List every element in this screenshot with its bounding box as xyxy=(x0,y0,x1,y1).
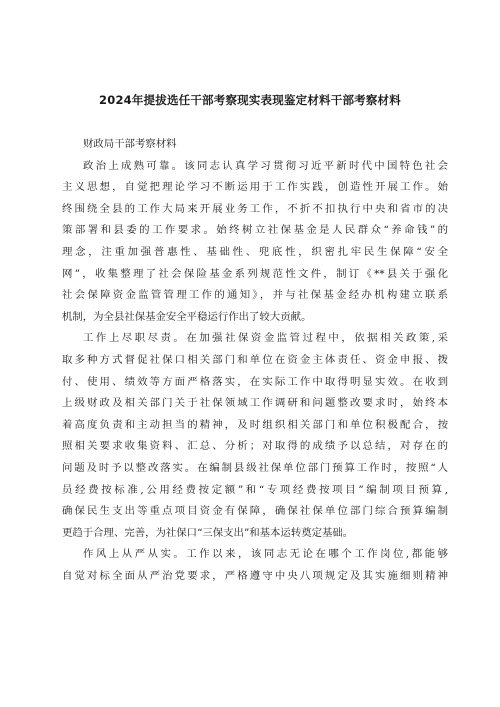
body-line: 上级财政及相关部门关于社保领域工作调研和问题整改要求时，始终本 xyxy=(62,397,448,410)
body-line: 策部署和县委的工作要求。始终树立社保基金是人民群众“养命钱”的 xyxy=(62,224,448,237)
body-line: 员经费按标准,公用经费按定额”和“专项经费按项目”编制项目预算, xyxy=(62,483,448,496)
body-line: 网”，收集整理了社会保险基金系列规范性文件，制订《**县关于强化 xyxy=(62,267,448,280)
body-line: 终围绕全县的工作大局来开展业务工作，不折不扣执行中央和省市的决 xyxy=(62,202,448,215)
body-line: 更趋于合理、完善，为社保口“三保支出”和基本运转奠定基础。 xyxy=(62,526,354,539)
body-line: 社会保障资金监管管理工作的通知》，并与社保基金经办机构建立联系 xyxy=(62,289,448,302)
body-line: 政治上成熟可靠。该同志认真学习贯彻习近平新时代中国特色社会 xyxy=(83,159,448,172)
body-line: 付、使用、绩效等方面严格落实，在实际工作中取得明显实效。在收到 xyxy=(62,375,448,388)
body-line: 工作上尽职尽责。在加强社保资金监管过程中，依据相关政策,采 xyxy=(83,332,448,345)
body-line: 机制，为全县社保基金安全平稳运行作出了较大贡献。 xyxy=(62,310,312,323)
body-line: 作风上从严从实。工作以来，该同志无论在哪个工作岗位,都能够 xyxy=(83,548,448,561)
body-line: 问题及时予以整改落实。在编制县级社保单位部门预算工作时，按照“人 xyxy=(62,461,448,474)
document-title: 2024年提拔选任干部考察现实表现鉴定材料干部考察材料 xyxy=(99,93,401,107)
body-line: 着高度负责和主动担当的精神，及时组织相关部门和单位积极配合，按 xyxy=(62,418,448,431)
document-body xyxy=(62,134,448,587)
body-line: 财政局干部考察材料 xyxy=(83,138,177,150)
body-line: 理念，注重加强普惠性、基础性、兜底性，织密扎牢民生保障“安全 xyxy=(62,245,448,258)
body-line: 自觉对标全面从严治党要求，严格遵守中央八项规定及其实施细则精神 xyxy=(62,569,448,582)
body-line: 取多种方式督促社保口相关部门和单位在资金主体责任、资金申报、拨 xyxy=(62,353,448,366)
body-line: 主义思想，自觉把理论学习不断运用于工作实践，创造性开展工作。始 xyxy=(62,181,448,194)
body-line: 确保民生支出等重点项目资金有保障，确保社保单位部门综合预算编制 xyxy=(62,505,448,518)
body-line: 照相关要求收集资料、汇总、分析；对取得的成绩予以总结，对存在的 xyxy=(62,440,448,453)
